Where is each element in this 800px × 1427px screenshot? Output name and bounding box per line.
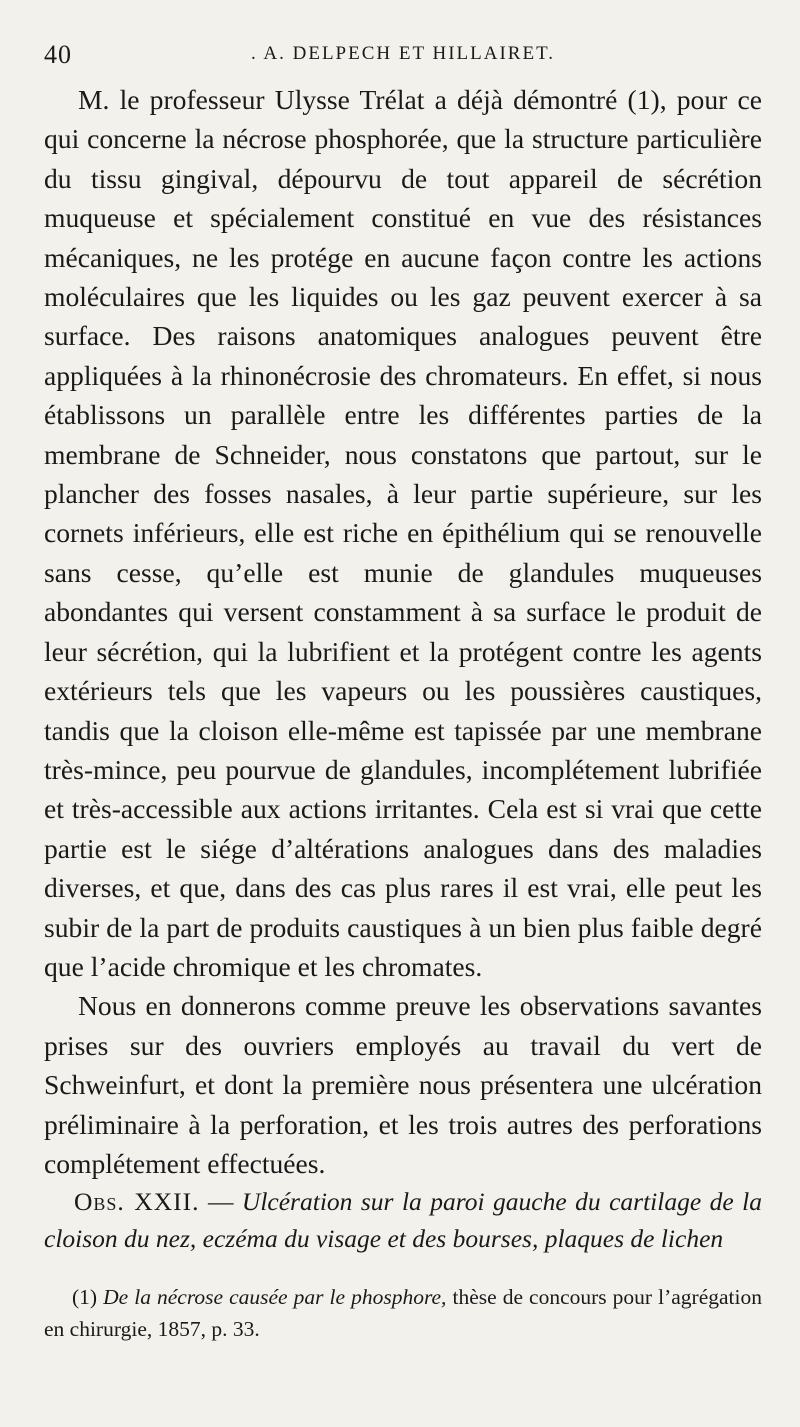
running-head: . A. DELPECH ET HILLAIRET. (250, 43, 556, 64)
observation-dash: — (199, 1187, 242, 1216)
footnote (44, 1281, 762, 1345)
observation-title: Ulcération sur la paroi gauche du cartilage de la cloison du nez, eczéma du visage et des bourses, plaques de lichen (44, 1187, 763, 1253)
footnote-rest: thèse de concours pour l’agrégation en chirurgie, 1857, p. 33. (44, 1285, 762, 1341)
observation-label: Obs. XXII. (74, 1187, 200, 1216)
footnote-marker: (1) (72, 1285, 104, 1309)
body-text (44, 80, 762, 1183)
paragraph-1: M. le professeur Ulysse Trélat a déjà démontré (1), pour ce qui concerne la nécrose phosphorée, que la structure particulière du tissu gingival, dépourvu de tout appareil de sécrétion muqueuse et spécialement constitué en vue des résistances mécaniques, ne les protége en aucune façon contre les actions moléculaires que les liquides ou les gaz peuvent exercer à sa surface. Des raisons anatomiques analogues peuvent être appliquées à la rhinonécrosie des chromateurs. En effet, si nous établissons un parallèle entre les différentes parties de la membrane de Schneider, nous constatons que partout, sur le plancher des fosses nasales, à leur partie supérieure, sur les cornets inférieurs, elle est riche en épithélium qui se renouvelle sans cesse, qu’elle est munie de glandules muqueuses abondantes qui versent constamment à sa surface le produit de leur sécrétion, qui la lubrifient et la protégent contre les agents extérieurs tels que les vapeurs ou les poussières caustiques, tandis que la cloison elle-même est tapissée par une membrane très-mince, peu pourvue de glandules, incomplétement lubrifiée et très-accessible aux actions irritantes. Cela est si vrai que cette partie est le siége d’altérations analogues dans des maladies diverses, et que, dans des cas plus rares il est vrai, elle peut les subir de la part de produits caustiques à un bien plus faible degré que l’acide chromique et les chromates. (44, 84, 762, 982)
page-number: 40 (44, 40, 72, 69)
footnote-title: De la nécrose causée par le phosphore, (103, 1285, 447, 1309)
page-header (44, 40, 762, 70)
observation-heading (44, 1183, 762, 1257)
paragraph-2: Nous en donnerons comme preuve les observations savantes prises sur des ouvriers employés au travail du vert de Schweinfurt, et dont la première nous présentera une ulcération préliminaire à la perforation, et les trois autres des perforations complétement effectuées. (44, 990, 762, 1179)
